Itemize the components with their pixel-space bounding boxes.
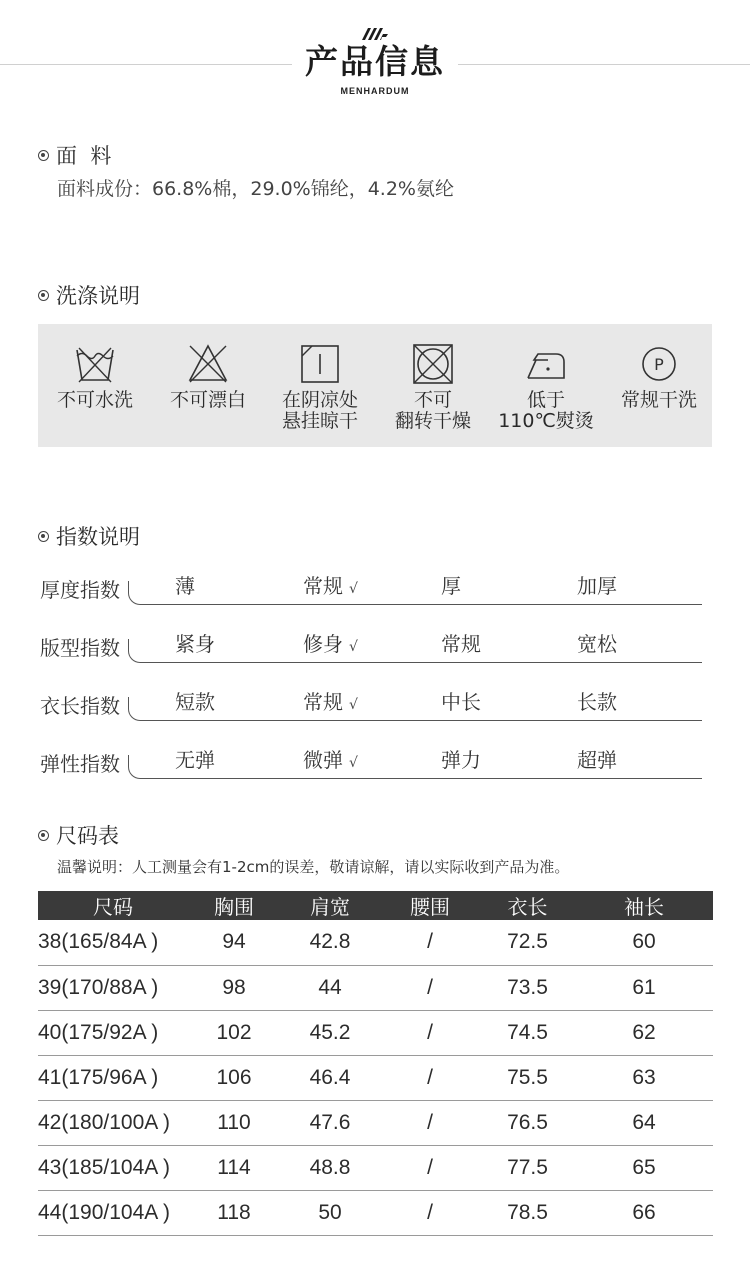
table-cell: 65 [575,1145,713,1190]
index-option-label: 微弹 [303,748,343,772]
size-table-heading [38,823,119,849]
table-cell: 118 [188,1190,280,1235]
index-option-label: 弹力 [441,748,481,772]
table-row [38,965,713,1010]
index-bracket [128,697,142,721]
table-cell: 98 [188,965,280,1010]
index-row [40,681,702,721]
table-cell: 60 [575,920,713,965]
table-cell: 42.8 [280,920,380,965]
bullet-icon [38,830,49,841]
fabric-heading [38,143,111,169]
table-cell: 46.4 [280,1055,380,1100]
size-note: 温馨说明：人工测量会有1-2cm的误差，敬请谅解，请以实际收到产品为准。 [57,858,570,876]
table-cell: 77.5 [480,1145,575,1190]
no-bleach-icon [186,342,230,386]
index-baseline [140,662,702,664]
dry-clean-p-icon [637,342,681,386]
index-row-label: 弹性指数 [40,752,120,776]
index-option-label: 常规 [303,690,343,714]
size-table-header-cell: 尺码 [38,891,188,920]
wash-label: 在阴凉处 [281,389,358,411]
table-cell: / [380,1055,480,1100]
header-divider-right [458,64,750,65]
wash-label: 常规干洗 [620,389,697,411]
table-cell: 47.6 [280,1100,380,1145]
table-row [38,1190,713,1235]
wash-item-no-tumble-dry [377,342,489,432]
table-cell: 48.8 [280,1145,380,1190]
index-option [303,686,358,715]
index-option-label: 修身 [303,632,343,656]
size-table-header-cell: 衣长 [480,891,575,920]
fabric-composition: 面料成份：66.8%棉，29.0%锦纶，4.2%氨纶 [57,178,454,200]
size-table-header-cell: 腰围 [380,891,480,920]
index-baseline [140,778,702,780]
header-divider-left [0,64,292,65]
page-title: 产品信息 [305,42,445,81]
index-bracket [128,755,142,779]
index-option [175,686,215,715]
table-cell: 63 [575,1055,713,1100]
index-baseline [140,604,702,606]
low-iron-icon [524,342,568,386]
index-option [441,744,481,773]
brand-logo-icon [362,28,388,40]
index-option [175,744,215,773]
fabric-title: 面 料 [56,144,112,168]
table-cell: 62 [575,1010,713,1055]
index-option [577,686,617,715]
index-option-label: 中长 [441,690,481,714]
table-cell: 40(175/92A ) [38,1010,188,1055]
table-cell: / [380,920,480,965]
index-option-label: 厚 [441,574,461,598]
wash-label: 翻转干燥 [394,410,471,432]
size-table [38,891,713,1236]
table-cell: 44(190/104A ) [38,1190,188,1235]
index-option [577,628,617,657]
check-mark-icon: √ [349,581,358,597]
index-row [40,739,702,779]
table-cell: / [380,965,480,1010]
index-option [303,628,358,657]
index-option-label: 无弹 [175,748,215,772]
table-cell: 39(170/88A ) [38,965,188,1010]
table-cell: 78.5 [480,1190,575,1235]
index-option [441,570,461,599]
bullet-icon [38,150,49,161]
table-cell: 72.5 [480,920,575,965]
table-cell: 102 [188,1010,280,1055]
index-option-label: 常规 [441,632,481,656]
table-row [38,1100,713,1145]
index-option-label: 薄 [175,574,195,598]
index-option-label: 紧身 [175,632,215,656]
index-option-label: 超弹 [577,748,617,772]
wash-item-no-bleach [152,342,264,411]
wash-item-low-iron [490,342,602,432]
index-option [577,570,617,599]
table-row [38,1055,713,1100]
table-cell: 66 [575,1190,713,1235]
bullet-icon [38,531,49,542]
table-cell: / [380,1190,480,1235]
table-cell: 44 [280,965,380,1010]
index-option-label: 短款 [175,690,215,714]
index-option-label: 宽松 [577,632,617,656]
index-option-label: 长款 [577,690,617,714]
table-row [38,1010,713,1055]
table-cell: 61 [575,965,713,1010]
index-option-label: 加厚 [577,574,617,598]
wash-label: 110℃熨烫 [498,410,594,432]
table-cell: 110 [188,1100,280,1145]
index-option [441,628,481,657]
index-heading [38,524,140,550]
table-cell: 73.5 [480,965,575,1010]
table-cell: 41(175/96A ) [38,1055,188,1100]
wash-item-shade-dry [264,342,376,432]
bullet-icon [38,290,49,301]
index-option [303,744,358,773]
svg-text:P: P [654,355,664,374]
index-row [40,623,702,663]
size-table-header-cell: 袖长 [575,891,713,920]
brand-name: MENHARDUM [340,86,410,96]
index-option-label: 常规 [303,574,343,598]
index-baseline [140,720,702,722]
table-row [38,1145,713,1190]
wash-label: 悬挂晾干 [281,410,358,432]
table-cell: 76.5 [480,1100,575,1145]
table-cell: 114 [188,1145,280,1190]
page-header [0,22,750,102]
wash-item-dry-clean [603,342,715,411]
table-cell: 106 [188,1055,280,1100]
table-cell: / [380,1010,480,1055]
size-table-header-cell: 胸围 [188,891,280,920]
wash-item-no-wash [39,342,151,411]
table-cell: / [380,1100,480,1145]
index-row [40,565,702,605]
table-cell: 38(165/84A ) [38,920,188,965]
index-title: 指数说明 [56,525,140,549]
table-row [38,920,713,965]
wash-label: 不可漂白 [169,389,246,411]
washing-instructions-panel [38,324,712,447]
table-cell: 42(180/100A ) [38,1100,188,1145]
index-row-label: 版型指数 [40,636,120,660]
washing-heading [38,283,140,309]
table-cell: 75.5 [480,1055,575,1100]
table-cell: 64 [575,1100,713,1145]
index-option [577,744,617,773]
size-table-header-row [38,891,713,920]
check-mark-icon: √ [349,639,358,655]
index-row-label: 厚度指数 [40,578,120,602]
table-cell: 94 [188,920,280,965]
table-cell: / [380,1145,480,1190]
table-cell: 43(185/104A ) [38,1145,188,1190]
table-cell: 74.5 [480,1010,575,1055]
check-mark-icon: √ [349,697,358,713]
wash-label: 不可水洗 [56,389,133,411]
index-row-label: 衣长指数 [40,694,120,718]
size-table-header-cell: 肩宽 [280,891,380,920]
index-bracket [128,581,142,605]
index-option [175,628,215,657]
index-bracket [128,639,142,663]
table-cell: 45.2 [280,1010,380,1055]
size-table-title: 尺码表 [56,824,119,848]
index-option [303,570,358,599]
table-cell: 50 [280,1190,380,1235]
wash-label: 不可 [413,389,452,411]
check-mark-icon: √ [349,755,358,771]
no-tumble-dry-icon [411,342,455,386]
index-option [175,570,195,599]
index-option [441,686,481,715]
shade-dry-icon [298,342,342,386]
no-wash-icon [73,342,117,386]
washing-title: 洗涤说明 [56,284,140,308]
wash-label: 低于 [526,389,565,411]
